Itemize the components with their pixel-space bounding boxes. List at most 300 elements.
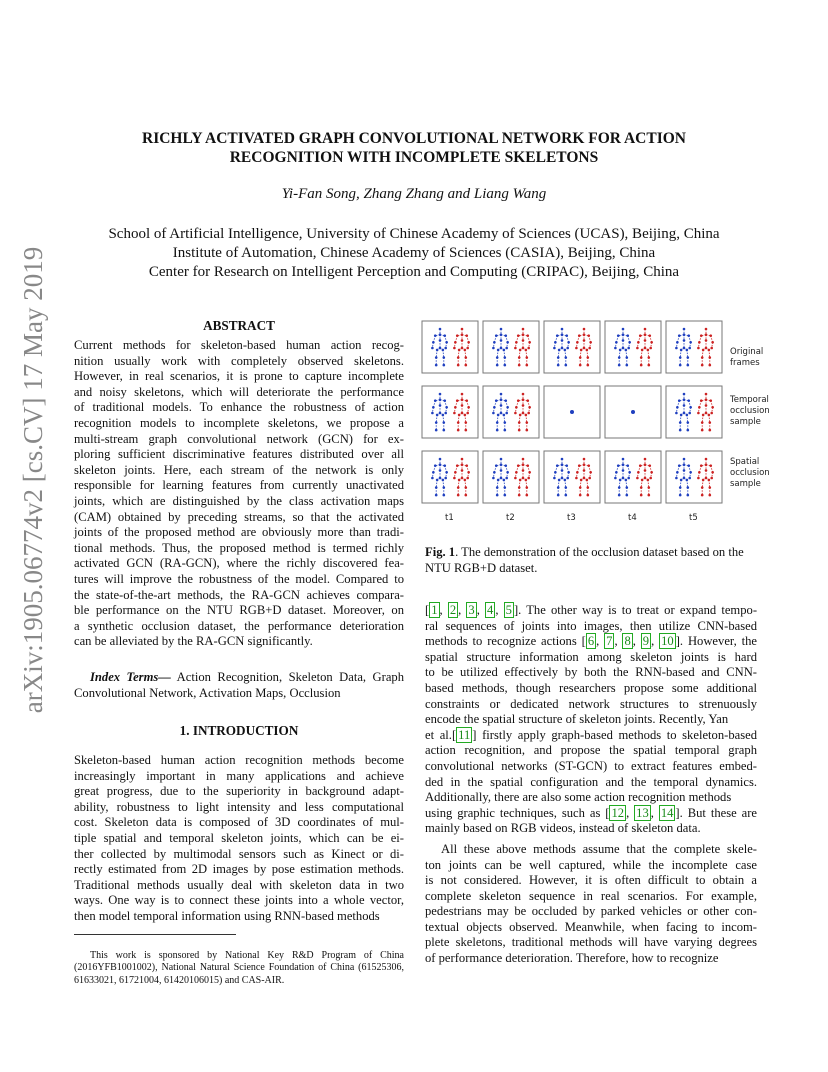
right-mid-lines-2 (425, 743, 757, 805)
skeleton-joint (461, 458, 464, 461)
skeleton-joint (439, 463, 442, 466)
skeleton-joint (442, 414, 445, 417)
skeleton-joint (676, 471, 679, 474)
abstract-line: recognition models to incomplete skeletons, we propose a (74, 415, 404, 430)
skeleton-joint (649, 477, 652, 480)
citation-link[interactable]: 9 (642, 634, 650, 649)
skeleton-joint (709, 364, 712, 367)
skeleton-joint (443, 421, 446, 424)
frame-box (422, 451, 478, 503)
right-para2-line: textual objects observed. Meanwhile, when facing to incom- (425, 919, 757, 934)
skeleton-joint (705, 398, 708, 401)
skeleton-joint (467, 406, 470, 409)
skeleton-joint (644, 347, 647, 350)
skeleton-joint (617, 334, 620, 337)
skeleton-joint (517, 399, 520, 402)
skeleton-joint (504, 334, 507, 337)
skeleton-joint (518, 429, 521, 432)
citation-link[interactable]: 10 (661, 634, 674, 649)
skeleton-joint (500, 477, 503, 480)
skeleton-joint (505, 347, 508, 350)
skeleton-joint (679, 429, 682, 432)
citation-link[interactable]: 1 (431, 603, 438, 617)
arxiv-stamp: arXiv:1905.06774v2 [cs.CV] 17 May 2019 (18, 246, 48, 714)
skeleton-joint (622, 328, 625, 331)
right-mid2-line: action recognition, and propose the spatial temporal graph (425, 743, 757, 758)
skeleton-joint (701, 429, 704, 432)
frame-box (605, 321, 661, 373)
skeleton-joint (701, 356, 704, 359)
skeleton-joint (434, 399, 437, 402)
citation-link[interactable]: 13 (636, 805, 649, 820)
skeleton-joint (626, 364, 629, 367)
skeleton-joint (461, 347, 464, 350)
skeleton-joint (519, 479, 522, 482)
citation-link[interactable]: 2 (449, 603, 457, 617)
skeleton-joint (705, 333, 708, 336)
skeleton-joint (492, 412, 495, 415)
skeleton-joint (641, 479, 644, 482)
skeleton-joint (493, 341, 496, 344)
right-para2-line: All these above methods assume that the complete skele- (441, 841, 757, 856)
skeleton-joint (496, 494, 499, 497)
skeleton-joint (557, 494, 560, 497)
abstract-line: skeleton joints. Here, each stream of the network is only (74, 462, 404, 477)
skeleton-joint (575, 347, 578, 350)
skeleton-joint (687, 464, 690, 467)
citation-link[interactable]: 12 (611, 805, 625, 820)
skeleton-joint (444, 477, 447, 480)
skeleton-joint (553, 347, 556, 350)
skeleton-joint (497, 479, 500, 482)
skeleton-joint (565, 356, 568, 359)
skeleton-joint (435, 486, 438, 489)
skeleton-joint (639, 464, 642, 467)
abstract-line: tures will improve the robustness of the model. Compared to (74, 571, 404, 586)
skeleton-joint (680, 349, 683, 352)
citation-link[interactable]: 11 (458, 727, 471, 742)
frame-box (666, 451, 722, 503)
skeleton-joint (443, 334, 446, 337)
skeleton-joint (442, 349, 445, 352)
skeleton-joint (457, 486, 460, 489)
right-line-3: methods to recognize actions [ 6 , 7 , 8 , 9 , 10 ]. However, the (425, 634, 758, 649)
skeleton-joint (504, 364, 507, 367)
skeleton-joint (525, 414, 528, 417)
citation-c: [ 11 ] (451, 727, 477, 742)
skeleton-joint (506, 341, 509, 344)
frame-box (483, 451, 539, 503)
skeleton-joint (710, 347, 713, 350)
skeleton-joint (588, 347, 591, 350)
skeleton-joint (514, 477, 517, 480)
citation-link[interactable]: 8 (624, 634, 631, 649)
right-mid-lines (425, 650, 757, 728)
skeleton-joint (522, 477, 525, 480)
occluded-joint-dot (570, 410, 574, 414)
skeleton-joint (493, 406, 496, 409)
skeleton-joint (702, 414, 705, 417)
skeleton-joint (515, 406, 518, 409)
row-label-3: occlusion (730, 468, 770, 478)
skeleton-joint (625, 349, 628, 352)
skeleton-joint (678, 464, 681, 467)
skeleton-joint (639, 334, 642, 337)
skeleton-joint (466, 412, 469, 415)
skeleton-joint (683, 339, 686, 342)
skeleton-joint (578, 464, 581, 467)
skeleton-joint (688, 412, 691, 415)
skeleton-joint (517, 334, 520, 337)
skeleton-joint (561, 458, 564, 461)
skeleton-joint (705, 404, 708, 407)
skeleton-joint (518, 494, 521, 497)
skeleton-joint (504, 464, 507, 467)
row-label-2: Temporal (730, 395, 769, 405)
skeleton-joint (697, 412, 700, 415)
skeleton-joint (683, 458, 686, 461)
frame-box (666, 386, 722, 438)
time-label: t4 (628, 513, 637, 523)
skeleton-joint (435, 364, 438, 367)
skeleton-joint (461, 393, 464, 396)
skeleton-joint (580, 349, 583, 352)
skeleton-joint (686, 479, 689, 482)
skeleton-joint (648, 356, 651, 359)
citation-link[interactable]: 7 (606, 634, 613, 649)
abstract-line: However, in real scenarios, it is prone to capture incomplete (74, 369, 404, 384)
skeleton-joint (709, 421, 712, 424)
right-para2-line: plete skeletons, traditional methods will have varying degrees (425, 935, 757, 950)
skeleton-joint (700, 399, 703, 402)
skeleton-joint (622, 463, 625, 466)
abstract-line: responsible for learning features from currently unactivated (74, 478, 404, 493)
skeleton-joint (566, 347, 569, 350)
skeleton-joint (461, 412, 464, 415)
skeleton-joint (687, 494, 690, 497)
skeleton-joint (676, 341, 679, 344)
skeleton-joint (561, 463, 564, 466)
skeleton-joint (431, 347, 434, 350)
skeleton-joint (567, 341, 570, 344)
skeleton-joint (522, 347, 525, 350)
skeleton-joint (708, 349, 711, 352)
intro-line: ability, robustness to light intensity and less computational (74, 799, 404, 814)
skeleton-joint (711, 471, 714, 474)
skeleton-joint (636, 347, 639, 350)
skeleton-joint (579, 494, 582, 497)
skeleton-joint (554, 471, 557, 474)
skeleton-joint (457, 356, 460, 359)
skeleton-joint (467, 471, 470, 474)
intro-line: tiple spatial and temporal skeleton joints, which can be ei- (74, 830, 404, 845)
skeleton-joint (687, 364, 690, 367)
skeleton-joint (566, 477, 569, 480)
abstract-line: can be alleviated by the RA-GCN significantly. (74, 634, 313, 649)
skeleton-joint (496, 364, 499, 367)
frame-box (483, 386, 539, 438)
right-mid-line: encode the spatial structure of skeleton joints. Recently, Yan (425, 712, 729, 727)
skeleton-joint (625, 479, 628, 482)
skeleton-joint (702, 479, 705, 482)
skeleton-joint (497, 414, 500, 417)
skeleton-joint (461, 404, 464, 407)
skeleton-joint (465, 486, 468, 489)
skeleton-joint (504, 399, 507, 402)
skeleton-joint (708, 479, 711, 482)
figure-caption (425, 545, 760, 576)
right-mid2-line: ded in the spatial configuration and the temporal dynamics. (425, 774, 757, 789)
skeleton-joint (495, 399, 498, 402)
skeleton-joint (622, 339, 625, 342)
skeleton-joint (464, 349, 467, 352)
skeleton-joint (686, 414, 689, 417)
right-para2-line: is not considered. However, it is often difficult to obtain a (425, 873, 757, 888)
skeleton-joint (637, 341, 640, 344)
skeleton-joint (626, 356, 629, 359)
citation-link[interactable]: 14 (660, 805, 674, 820)
skeleton-joint (689, 341, 692, 344)
right-mid-line: constraints or dedicated network structures to strenuously (425, 696, 757, 711)
skeleton-joint (496, 429, 499, 432)
skeleton-joint (515, 341, 518, 344)
skeleton-joint (678, 399, 681, 402)
skeleton-joint (687, 486, 690, 489)
skeleton-joint (626, 334, 629, 337)
skeleton-joint (439, 339, 442, 342)
footnote (74, 940, 404, 997)
frame-box (422, 386, 478, 438)
skeleton-joint (567, 471, 570, 474)
skeleton-joint (675, 412, 678, 415)
skeleton-joint (457, 494, 460, 497)
skeleton-joint (518, 356, 521, 359)
citation-link[interactable]: 5 (505, 603, 512, 617)
skeleton-joint (466, 347, 469, 350)
skeleton-joint (587, 364, 590, 367)
skeleton-joint (580, 479, 583, 482)
skeleton-joint (626, 486, 629, 489)
skeleton-joint (589, 471, 592, 474)
intro-line: increasingly important in many applications and achieve (74, 768, 404, 783)
skeleton-joint (644, 328, 647, 331)
skeleton-joint (583, 463, 586, 466)
skeleton-joint (525, 479, 528, 482)
skeleton-joint (705, 477, 708, 480)
right-mid2-line: Additionally, there are also some action recognition methods (425, 790, 732, 805)
skeleton-joint (436, 479, 439, 482)
skeleton-joint (461, 477, 464, 480)
skeleton-joint (497, 349, 500, 352)
skeleton-joint (496, 486, 499, 489)
skeleton-joint (683, 347, 686, 350)
index-terms-label: Index Terms— (90, 670, 171, 684)
skeleton-joint (505, 477, 508, 480)
skeleton-joint (495, 334, 498, 337)
skeleton-joint (705, 458, 708, 461)
affiliations (0, 225, 828, 282)
skeleton-joint (683, 328, 686, 331)
skeleton-joint (504, 421, 507, 424)
authors: Yi-Fan Song, Zhang Zhang and Liang Wang (281, 186, 547, 202)
skeleton-joint (636, 477, 639, 480)
skeleton-joint (683, 333, 686, 336)
skeleton-joint (439, 347, 442, 350)
skeleton-joint (561, 339, 564, 342)
skeleton-joint (619, 479, 622, 482)
skeleton-joint (466, 477, 469, 480)
skeleton-joint (522, 412, 525, 415)
skeleton-joint (710, 412, 713, 415)
affiliation-2: Institute of Automation, Chinese Academy of Sciences (CASIA), Beijing, China (172, 245, 656, 261)
skeleton-joint (644, 477, 647, 480)
skeleton-joint (683, 463, 686, 466)
skeleton-joint (519, 349, 522, 352)
skeleton-joint (583, 477, 586, 480)
skeleton-joint (443, 464, 446, 467)
skeleton-joint (522, 404, 525, 407)
skeleton-joint (527, 412, 530, 415)
skeleton-joint (565, 464, 568, 467)
index-terms (74, 670, 404, 701)
skeleton-joint (465, 364, 468, 367)
skeleton-joint (439, 328, 442, 331)
skeleton-joint (648, 494, 651, 497)
skeleton-joint (442, 479, 445, 482)
skeleton-joint (622, 458, 625, 461)
skeleton-joint (461, 398, 464, 401)
skeleton-joint (587, 486, 590, 489)
right-line-yan: et al.[ 11 ] firstly apply graph-based methods to skeleton-based (425, 727, 757, 742)
skeleton-joint (526, 429, 529, 432)
skeleton-joint (522, 458, 525, 461)
skeleton-joint (709, 399, 712, 402)
skeleton-joint (679, 494, 682, 497)
time-label: t3 (567, 513, 576, 523)
skeleton-joint (443, 399, 446, 402)
skeleton-joint (500, 393, 503, 396)
skeleton-joint (709, 464, 712, 467)
intro-line: ther collected by multimodal sensors such as Kinect or di- (74, 846, 404, 861)
skeleton-joint (587, 356, 590, 359)
paper-title (0, 129, 828, 167)
skeleton-joint (709, 356, 712, 359)
skeleton-joint (644, 458, 647, 461)
skeleton-joint (687, 429, 690, 432)
skeleton-joint (557, 364, 560, 367)
skeleton-joint (454, 471, 457, 474)
skeleton-joint (465, 429, 468, 432)
skeleton-joint (614, 477, 617, 480)
skeleton-joint (554, 341, 557, 344)
skeleton-joint (688, 477, 691, 480)
skeleton-joint (527, 347, 530, 350)
skeleton-joint (453, 477, 456, 480)
skeleton-joint (445, 406, 448, 409)
intro-heading: 1. INTRODUCTION (179, 723, 299, 738)
abstract-line: ploring sufficient discriminative features distributed over all (74, 447, 404, 462)
skeleton-joint (622, 469, 625, 472)
right-mid-line: to be utilized effectively by both the RNN-based and CNN- (425, 665, 757, 680)
citation-link[interactable]: 4 (487, 603, 494, 617)
skeleton-joint (698, 471, 701, 474)
skeleton-joint (561, 477, 564, 480)
skeleton-joint (434, 464, 437, 467)
skeleton-joint (435, 356, 438, 359)
skeleton-joint (500, 463, 503, 466)
skeleton-joint (618, 364, 621, 367)
skeleton-joint (683, 398, 686, 401)
skeleton-joint (557, 486, 560, 489)
skeleton-joint (558, 349, 561, 352)
skeleton-joint (526, 464, 529, 467)
skeleton-joint (439, 412, 442, 415)
skeleton-joint (710, 477, 713, 480)
skeleton-joint (622, 347, 625, 350)
abstract-line: joints, which are distinguished by the class activation maps (74, 493, 404, 508)
skeleton-joint (443, 356, 446, 359)
skeleton-joint (445, 341, 448, 344)
skeleton-joint (583, 347, 586, 350)
frame-box (544, 451, 600, 503)
citation-link[interactable]: 6 (587, 634, 595, 649)
skeleton-joint (500, 398, 503, 401)
skeleton-joint (705, 339, 708, 342)
skeleton-joint (586, 479, 589, 482)
skeleton-joint (649, 347, 652, 350)
skeleton-joint (564, 479, 567, 482)
skeleton-joint (514, 412, 517, 415)
abstract-line: and noisy skeletons, which will deteriorate the performance (74, 384, 404, 399)
skeleton-joint (647, 349, 650, 352)
skeleton-joint (701, 421, 704, 424)
abstract-line: (CAM) obtained by preceding streams, so that the activated (74, 509, 404, 524)
skeleton-joint (618, 494, 621, 497)
skeleton-joint (492, 477, 495, 480)
skeleton-joint (627, 477, 630, 480)
intro-line: cost. Skeleton data is composed of 3D coordinates of mul- (74, 815, 404, 830)
skeleton-joint (500, 404, 503, 407)
skeleton-joint (587, 464, 590, 467)
title-line-2: RECOGNITION WITH INCOMPLETE SKELETONS (229, 149, 599, 166)
intro-line: rectly estimated from 2D images by pose estimation methods. (74, 862, 404, 877)
skeleton-joint (647, 479, 650, 482)
skeleton-joint (556, 464, 559, 467)
skeleton-joint (587, 494, 590, 497)
skeleton-joint (619, 349, 622, 352)
skeleton-joint (504, 356, 507, 359)
abstract-line: multi-stream graph convolutional network (GCN) for ex- (74, 431, 404, 446)
skeleton-joint (579, 364, 582, 367)
skeleton-joint (518, 421, 521, 424)
citation-link[interactable]: 3 (468, 603, 475, 617)
skeleton-joint (444, 412, 447, 415)
skeleton-joint (644, 469, 647, 472)
skeleton-joint (683, 404, 686, 407)
skeleton-joint (504, 486, 507, 489)
skeleton-joint (675, 347, 678, 350)
abstract-line: tional methods. Thus, the proposed method is termed richly (74, 540, 404, 555)
skeleton-joint (453, 347, 456, 350)
skeleton-joint (443, 364, 446, 367)
skeleton-joint (589, 341, 592, 344)
skeleton-joint (622, 477, 625, 480)
time-label: t5 (689, 513, 698, 523)
intro-line: Traditional methods usually deal with skeleton data in two (74, 877, 404, 892)
skeleton-joint (493, 471, 496, 474)
skeleton-joint (708, 414, 711, 417)
skeleton-joint (679, 364, 682, 367)
